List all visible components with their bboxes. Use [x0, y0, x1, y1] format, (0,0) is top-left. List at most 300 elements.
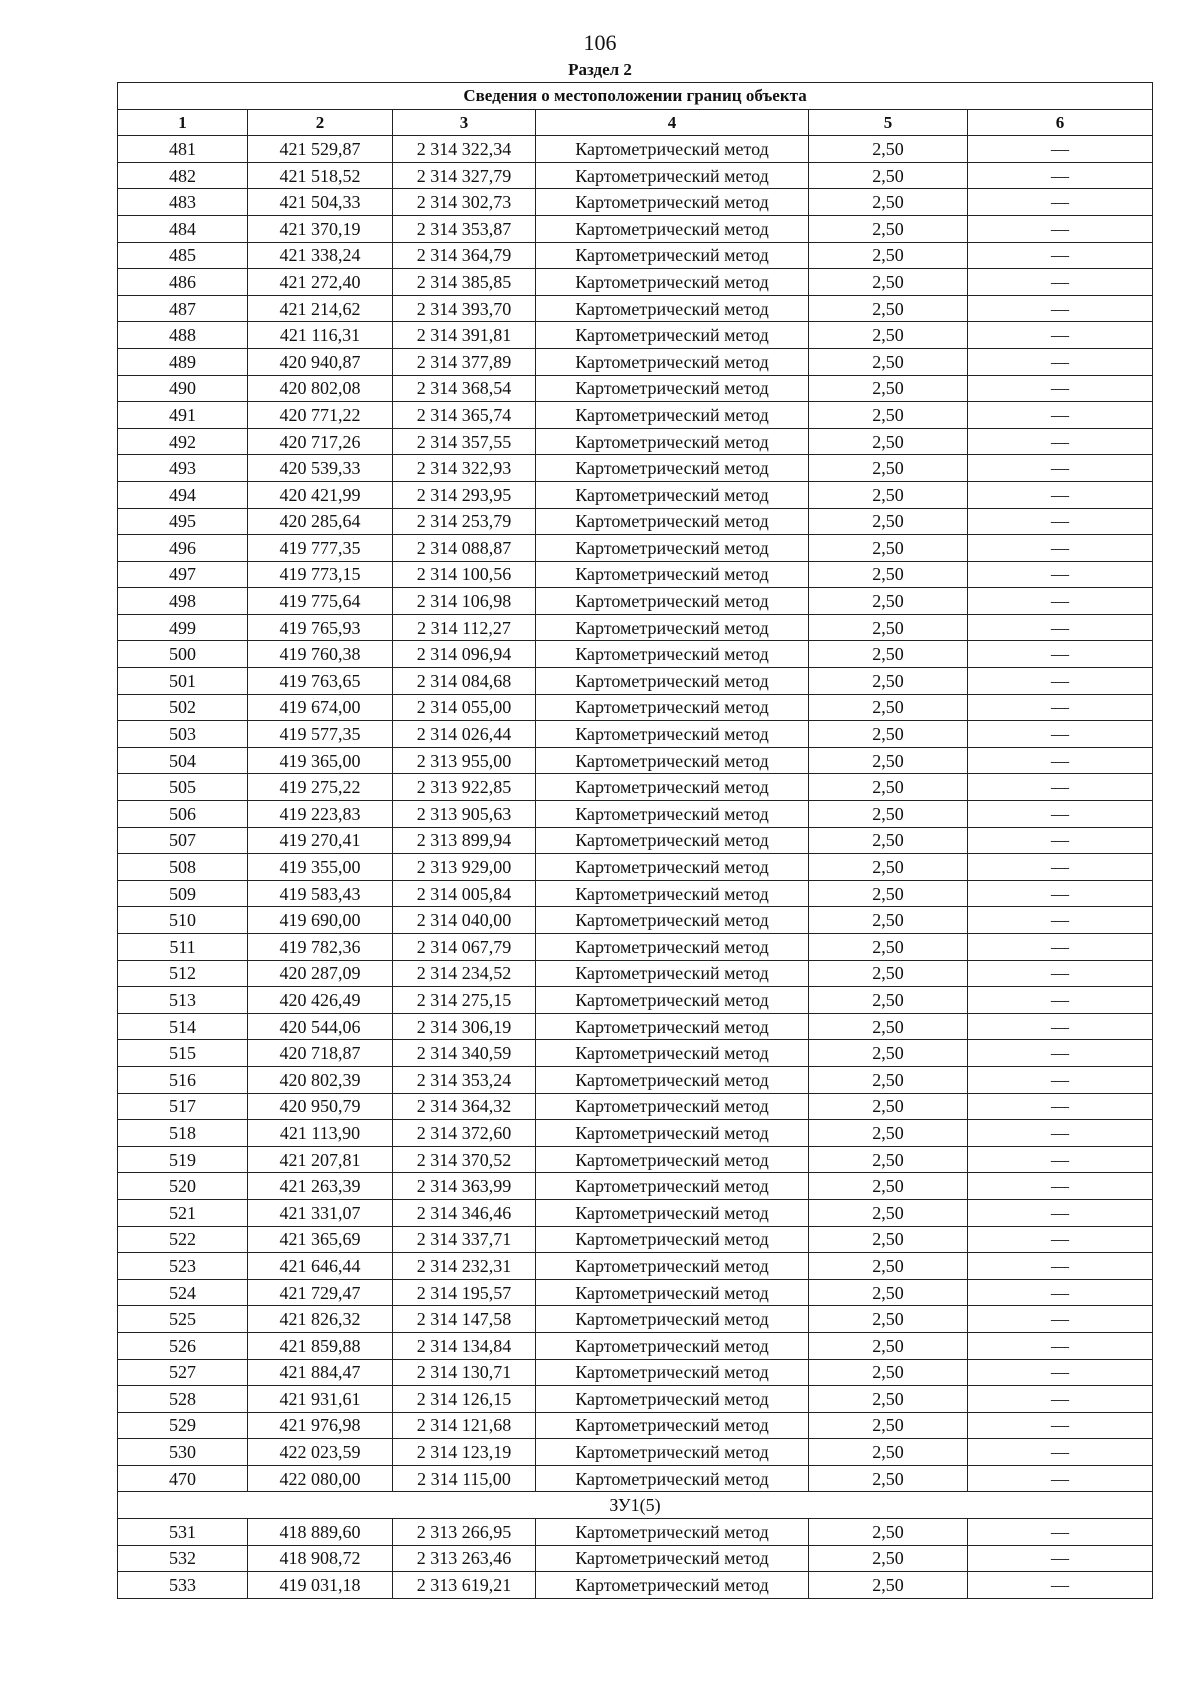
accuracy-cell: 2,50	[809, 960, 968, 987]
method-cell: Картометрический метод	[536, 1439, 809, 1466]
note-cell: —	[968, 1465, 1153, 1492]
x-coordinate-cell: 421 365,69	[248, 1226, 393, 1253]
note-cell: —	[968, 1332, 1153, 1359]
table-row	[118, 1332, 1153, 1359]
method-cell: Картометрический метод	[536, 1040, 809, 1067]
x-coordinate-cell: 421 504,33	[248, 189, 393, 216]
note-cell: —	[968, 1013, 1153, 1040]
table-row	[118, 295, 1153, 322]
method-cell: Картометрический метод	[536, 242, 809, 269]
y-coordinate-cell: 2 314 302,73	[393, 189, 536, 216]
method-cell: Картометрический метод	[536, 1412, 809, 1439]
note-cell: —	[968, 481, 1153, 508]
method-cell: Картометрический метод	[536, 1306, 809, 1333]
table-row	[118, 1013, 1153, 1040]
table-body	[118, 136, 1153, 1599]
table-row	[118, 322, 1153, 349]
note-cell: —	[968, 1146, 1153, 1173]
point-number-cell: 486	[118, 269, 248, 296]
table-row	[118, 1199, 1153, 1226]
x-coordinate-cell: 418 889,60	[248, 1519, 393, 1546]
point-number-cell: 529	[118, 1412, 248, 1439]
note-cell: —	[968, 614, 1153, 641]
y-coordinate-cell: 2 314 322,93	[393, 455, 536, 482]
x-coordinate-cell: 421 214,62	[248, 295, 393, 322]
y-coordinate-cell: 2 314 195,57	[393, 1279, 536, 1306]
y-coordinate-cell: 2 314 364,32	[393, 1093, 536, 1120]
table-row	[118, 1359, 1153, 1386]
method-cell: Картометрический метод	[536, 535, 809, 562]
method-cell: Картометрический метод	[536, 508, 809, 535]
x-coordinate-cell: 420 717,26	[248, 428, 393, 455]
accuracy-cell: 2,50	[809, 508, 968, 535]
table-row	[118, 960, 1153, 987]
x-coordinate-cell: 419 782,36	[248, 934, 393, 961]
y-coordinate-cell: 2 313 266,95	[393, 1519, 536, 1546]
method-cell: Картометрический метод	[536, 402, 809, 429]
note-cell: —	[968, 1066, 1153, 1093]
x-coordinate-cell: 421 518,52	[248, 162, 393, 189]
method-cell: Картометрический метод	[536, 614, 809, 641]
column-header: 2	[248, 109, 393, 136]
accuracy-cell: 2,50	[809, 375, 968, 402]
table-row	[118, 269, 1153, 296]
accuracy-cell: 2,50	[809, 801, 968, 828]
method-cell: Картометрический метод	[536, 1253, 809, 1280]
y-coordinate-cell: 2 314 234,52	[393, 960, 536, 987]
x-coordinate-cell: 419 270,41	[248, 827, 393, 854]
y-coordinate-cell: 2 313 619,21	[393, 1572, 536, 1599]
point-number-cell: 505	[118, 774, 248, 801]
method-cell: Картометрический метод	[536, 215, 809, 242]
table-row	[118, 774, 1153, 801]
table-row	[118, 1226, 1153, 1253]
note-cell: —	[968, 1439, 1153, 1466]
method-cell: Картометрический метод	[536, 1173, 809, 1200]
point-number-cell: 532	[118, 1545, 248, 1572]
accuracy-cell: 2,50	[809, 215, 968, 242]
method-cell: Картометрический метод	[536, 269, 809, 296]
note-cell: —	[968, 747, 1153, 774]
point-number-cell: 503	[118, 721, 248, 748]
note-cell: —	[968, 1120, 1153, 1147]
y-coordinate-cell: 2 313 263,46	[393, 1545, 536, 1572]
accuracy-cell: 2,50	[809, 189, 968, 216]
table-row	[118, 402, 1153, 429]
method-cell: Картометрический метод	[536, 162, 809, 189]
point-number-cell: 501	[118, 668, 248, 695]
method-cell: Картометрический метод	[536, 880, 809, 907]
accuracy-cell: 2,50	[809, 1412, 968, 1439]
x-coordinate-cell: 420 285,64	[248, 508, 393, 535]
point-number-cell: 491	[118, 402, 248, 429]
table-row	[118, 907, 1153, 934]
accuracy-cell: 2,50	[809, 1545, 968, 1572]
note-cell: —	[968, 1173, 1153, 1200]
point-number-cell: 495	[118, 508, 248, 535]
method-cell: Картометрический метод	[536, 694, 809, 721]
x-coordinate-cell: 419 690,00	[248, 907, 393, 934]
x-coordinate-cell: 420 287,09	[248, 960, 393, 987]
note-cell: —	[968, 1572, 1153, 1599]
x-coordinate-cell: 419 031,18	[248, 1572, 393, 1599]
y-coordinate-cell: 2 314 026,44	[393, 721, 536, 748]
x-coordinate-cell: 421 529,87	[248, 136, 393, 163]
note-cell: —	[968, 1519, 1153, 1546]
point-number-cell: 530	[118, 1439, 248, 1466]
table-caption: Сведения о местоположении границ объекта	[118, 83, 1153, 110]
y-coordinate-cell: 2 314 106,98	[393, 588, 536, 615]
column-header-row	[118, 109, 1153, 136]
note-cell: —	[968, 854, 1153, 881]
y-coordinate-cell: 2 314 306,19	[393, 1013, 536, 1040]
note-cell: —	[968, 1093, 1153, 1120]
x-coordinate-cell: 421 729,47	[248, 1279, 393, 1306]
accuracy-cell: 2,50	[809, 136, 968, 163]
note-cell: —	[968, 934, 1153, 961]
point-number-cell: 526	[118, 1332, 248, 1359]
y-coordinate-cell: 2 314 337,71	[393, 1226, 536, 1253]
y-coordinate-cell: 2 313 922,85	[393, 774, 536, 801]
point-number-cell: 481	[118, 136, 248, 163]
table-row	[118, 1439, 1153, 1466]
table-row	[118, 880, 1153, 907]
table-row	[118, 1279, 1153, 1306]
table-row	[118, 1066, 1153, 1093]
y-coordinate-cell: 2 314 134,84	[393, 1332, 536, 1359]
accuracy-cell: 2,50	[809, 1013, 968, 1040]
x-coordinate-cell: 421 207,81	[248, 1146, 393, 1173]
table-row	[118, 136, 1153, 163]
point-number-cell: 528	[118, 1386, 248, 1413]
method-cell: Картометрический метод	[536, 987, 809, 1014]
accuracy-cell: 2,50	[809, 1439, 968, 1466]
table-row	[118, 1545, 1153, 1572]
note-cell: —	[968, 348, 1153, 375]
table-row	[118, 455, 1153, 482]
point-number-cell: 492	[118, 428, 248, 455]
point-number-cell: 497	[118, 561, 248, 588]
y-coordinate-cell: 2 314 040,00	[393, 907, 536, 934]
accuracy-cell: 2,50	[809, 854, 968, 881]
x-coordinate-cell: 422 080,00	[248, 1465, 393, 1492]
x-coordinate-cell: 420 950,79	[248, 1093, 393, 1120]
method-cell: Картометрический метод	[536, 1572, 809, 1599]
point-number-cell: 506	[118, 801, 248, 828]
table-row	[118, 1146, 1153, 1173]
x-coordinate-cell: 421 113,90	[248, 1120, 393, 1147]
table-row	[118, 1306, 1153, 1333]
note-cell: —	[968, 880, 1153, 907]
table-row	[118, 1465, 1153, 1492]
accuracy-cell: 2,50	[809, 348, 968, 375]
y-coordinate-cell: 2 314 121,68	[393, 1412, 536, 1439]
y-coordinate-cell: 2 314 340,59	[393, 1040, 536, 1067]
table-row	[118, 215, 1153, 242]
x-coordinate-cell: 420 426,49	[248, 987, 393, 1014]
table-row	[118, 1386, 1153, 1413]
accuracy-cell: 2,50	[809, 1040, 968, 1067]
method-cell: Картометрический метод	[536, 375, 809, 402]
note-cell: —	[968, 588, 1153, 615]
point-number-cell: 502	[118, 694, 248, 721]
y-coordinate-cell: 2 313 905,63	[393, 801, 536, 828]
x-coordinate-cell: 421 116,31	[248, 322, 393, 349]
method-cell: Картометрический метод	[536, 1226, 809, 1253]
point-number-cell: 490	[118, 375, 248, 402]
accuracy-cell: 2,50	[809, 402, 968, 429]
x-coordinate-cell: 420 421,99	[248, 481, 393, 508]
point-number-cell: 521	[118, 1199, 248, 1226]
accuracy-cell: 2,50	[809, 1199, 968, 1226]
table-row	[118, 1519, 1153, 1546]
y-coordinate-cell: 2 314 293,95	[393, 481, 536, 508]
x-coordinate-cell: 419 763,65	[248, 668, 393, 695]
table-row	[118, 1120, 1153, 1147]
note-cell: —	[968, 801, 1153, 828]
x-coordinate-cell: 421 263,39	[248, 1173, 393, 1200]
accuracy-cell: 2,50	[809, 1146, 968, 1173]
point-number-cell: 512	[118, 960, 248, 987]
y-coordinate-cell: 2 314 377,89	[393, 348, 536, 375]
y-coordinate-cell: 2 314 353,87	[393, 215, 536, 242]
y-coordinate-cell: 2 314 322,34	[393, 136, 536, 163]
y-coordinate-cell: 2 314 393,70	[393, 295, 536, 322]
y-coordinate-cell: 2 314 130,71	[393, 1359, 536, 1386]
y-coordinate-cell: 2 314 385,85	[393, 269, 536, 296]
table-row	[118, 1253, 1153, 1280]
point-number-cell: 524	[118, 1279, 248, 1306]
y-coordinate-cell: 2 314 357,55	[393, 428, 536, 455]
point-number-cell: 533	[118, 1572, 248, 1599]
method-cell: Картометрический метод	[536, 295, 809, 322]
table-row	[118, 561, 1153, 588]
x-coordinate-cell: 419 365,00	[248, 747, 393, 774]
note-cell: —	[968, 694, 1153, 721]
x-coordinate-cell: 421 331,07	[248, 1199, 393, 1226]
note-cell: —	[968, 987, 1153, 1014]
x-coordinate-cell: 419 773,15	[248, 561, 393, 588]
accuracy-cell: 2,50	[809, 880, 968, 907]
note-cell: —	[968, 1279, 1153, 1306]
accuracy-cell: 2,50	[809, 747, 968, 774]
accuracy-cell: 2,50	[809, 1572, 968, 1599]
table-row	[118, 641, 1153, 668]
accuracy-cell: 2,50	[809, 907, 968, 934]
point-number-cell: 499	[118, 614, 248, 641]
note-cell: —	[968, 561, 1153, 588]
point-number-cell: 519	[118, 1146, 248, 1173]
x-coordinate-cell: 421 646,44	[248, 1253, 393, 1280]
accuracy-cell: 2,50	[809, 295, 968, 322]
point-number-cell: 493	[118, 455, 248, 482]
method-cell: Картометрический метод	[536, 1120, 809, 1147]
accuracy-cell: 2,50	[809, 694, 968, 721]
accuracy-cell: 2,50	[809, 1066, 968, 1093]
note-cell: —	[968, 162, 1153, 189]
y-coordinate-cell: 2 314 096,94	[393, 641, 536, 668]
accuracy-cell: 2,50	[809, 987, 968, 1014]
note-cell: —	[968, 1386, 1153, 1413]
x-coordinate-cell: 422 023,59	[248, 1439, 393, 1466]
table-row	[118, 535, 1153, 562]
table-row	[118, 1040, 1153, 1067]
method-cell: Картометрический метод	[536, 934, 809, 961]
table-row	[118, 508, 1153, 535]
accuracy-cell: 2,50	[809, 1359, 968, 1386]
table-row	[118, 694, 1153, 721]
y-coordinate-cell: 2 314 100,56	[393, 561, 536, 588]
note-cell: —	[968, 535, 1153, 562]
y-coordinate-cell: 2 313 955,00	[393, 747, 536, 774]
note-cell: —	[968, 774, 1153, 801]
accuracy-cell: 2,50	[809, 561, 968, 588]
method-cell: Картометрический метод	[536, 1465, 809, 1492]
y-coordinate-cell: 2 314 126,15	[393, 1386, 536, 1413]
table-row	[118, 348, 1153, 375]
method-cell: Картометрический метод	[536, 854, 809, 881]
method-cell: Картометрический метод	[536, 774, 809, 801]
accuracy-cell: 2,50	[809, 428, 968, 455]
point-number-cell: 496	[118, 535, 248, 562]
point-number-cell: 525	[118, 1306, 248, 1333]
note-cell: —	[968, 136, 1153, 163]
point-number-cell: 504	[118, 747, 248, 774]
note-cell: —	[968, 1253, 1153, 1280]
method-cell: Картометрический метод	[536, 1386, 809, 1413]
table-row	[118, 588, 1153, 615]
accuracy-cell: 2,50	[809, 774, 968, 801]
table-row	[118, 189, 1153, 216]
accuracy-cell: 2,50	[809, 827, 968, 854]
point-number-cell: 510	[118, 907, 248, 934]
table-row	[118, 934, 1153, 961]
x-coordinate-cell: 421 859,88	[248, 1332, 393, 1359]
point-number-cell: 522	[118, 1226, 248, 1253]
method-cell: Картометрический метод	[536, 481, 809, 508]
table-row	[118, 1093, 1153, 1120]
accuracy-cell: 2,50	[809, 535, 968, 562]
x-coordinate-cell: 419 223,83	[248, 801, 393, 828]
method-cell: Картометрический метод	[536, 641, 809, 668]
table-row	[118, 801, 1153, 828]
column-header: 5	[809, 109, 968, 136]
x-coordinate-cell: 420 771,22	[248, 402, 393, 429]
accuracy-cell: 2,50	[809, 481, 968, 508]
accuracy-cell: 2,50	[809, 1279, 968, 1306]
point-number-cell: 518	[118, 1120, 248, 1147]
point-number-cell: 513	[118, 987, 248, 1014]
point-number-cell: 485	[118, 242, 248, 269]
accuracy-cell: 2,50	[809, 614, 968, 641]
y-coordinate-cell: 2 314 391,81	[393, 322, 536, 349]
y-coordinate-cell: 2 313 929,00	[393, 854, 536, 881]
method-cell: Картометрический метод	[536, 1093, 809, 1120]
method-cell: Картометрический метод	[536, 136, 809, 163]
y-coordinate-cell: 2 314 353,24	[393, 1066, 536, 1093]
note-cell: —	[968, 907, 1153, 934]
column-header: 6	[968, 109, 1153, 136]
note-cell: —	[968, 428, 1153, 455]
table-row	[118, 721, 1153, 748]
accuracy-cell: 2,50	[809, 269, 968, 296]
accuracy-cell: 2,50	[809, 242, 968, 269]
table-row	[118, 668, 1153, 695]
group-header-row	[118, 1492, 1153, 1519]
method-cell: Картометрический метод	[536, 1279, 809, 1306]
point-number-cell: 515	[118, 1040, 248, 1067]
note-cell: —	[968, 721, 1153, 748]
y-coordinate-cell: 2 314 327,79	[393, 162, 536, 189]
accuracy-cell: 2,50	[809, 455, 968, 482]
method-cell: Картометрический метод	[536, 1066, 809, 1093]
accuracy-cell: 2,50	[809, 588, 968, 615]
point-number-cell: 520	[118, 1173, 248, 1200]
column-header: 3	[393, 109, 536, 136]
method-cell: Картометрический метод	[536, 588, 809, 615]
x-coordinate-cell: 421 931,61	[248, 1386, 393, 1413]
accuracy-cell: 2,50	[809, 322, 968, 349]
method-cell: Картометрический метод	[536, 1519, 809, 1546]
page-number: 106	[583, 30, 617, 55]
x-coordinate-cell: 420 802,08	[248, 375, 393, 402]
note-cell: —	[968, 960, 1153, 987]
table-row	[118, 1173, 1153, 1200]
y-coordinate-cell: 2 314 147,58	[393, 1306, 536, 1333]
accuracy-cell: 2,50	[809, 668, 968, 695]
accuracy-cell: 2,50	[809, 1465, 968, 1492]
x-coordinate-cell: 421 826,32	[248, 1306, 393, 1333]
table-row	[118, 987, 1153, 1014]
accuracy-cell: 2,50	[809, 934, 968, 961]
point-number-cell: 523	[118, 1253, 248, 1280]
accuracy-cell: 2,50	[809, 1093, 968, 1120]
accuracy-cell: 2,50	[809, 1226, 968, 1253]
x-coordinate-cell: 421 370,19	[248, 215, 393, 242]
note-cell: —	[968, 827, 1153, 854]
x-coordinate-cell: 420 940,87	[248, 348, 393, 375]
note-cell: —	[968, 1545, 1153, 1572]
y-coordinate-cell: 2 314 372,60	[393, 1120, 536, 1147]
y-coordinate-cell: 2 314 364,79	[393, 242, 536, 269]
x-coordinate-cell: 419 355,00	[248, 854, 393, 881]
note-cell: —	[968, 1040, 1153, 1067]
method-cell: Картометрический метод	[536, 1013, 809, 1040]
table-row	[118, 1412, 1153, 1439]
table-row	[118, 481, 1153, 508]
x-coordinate-cell: 419 583,43	[248, 880, 393, 907]
note-cell: —	[968, 508, 1153, 535]
table-row	[118, 162, 1153, 189]
point-number-cell: 509	[118, 880, 248, 907]
method-cell: Картометрический метод	[536, 561, 809, 588]
y-coordinate-cell: 2 314 346,46	[393, 1199, 536, 1226]
point-number-cell: 531	[118, 1519, 248, 1546]
method-cell: Картометрический метод	[536, 189, 809, 216]
x-coordinate-cell: 420 718,87	[248, 1040, 393, 1067]
point-number-cell: 516	[118, 1066, 248, 1093]
accuracy-cell: 2,50	[809, 1519, 968, 1546]
point-number-cell: 488	[118, 322, 248, 349]
y-coordinate-cell: 2 314 365,74	[393, 402, 536, 429]
method-cell: Картометрический метод	[536, 1545, 809, 1572]
y-coordinate-cell: 2 313 899,94	[393, 827, 536, 854]
accuracy-cell: 2,50	[809, 1173, 968, 1200]
x-coordinate-cell: 419 777,35	[248, 535, 393, 562]
note-cell: —	[968, 295, 1153, 322]
method-cell: Картометрический метод	[536, 827, 809, 854]
y-coordinate-cell: 2 314 123,19	[393, 1439, 536, 1466]
